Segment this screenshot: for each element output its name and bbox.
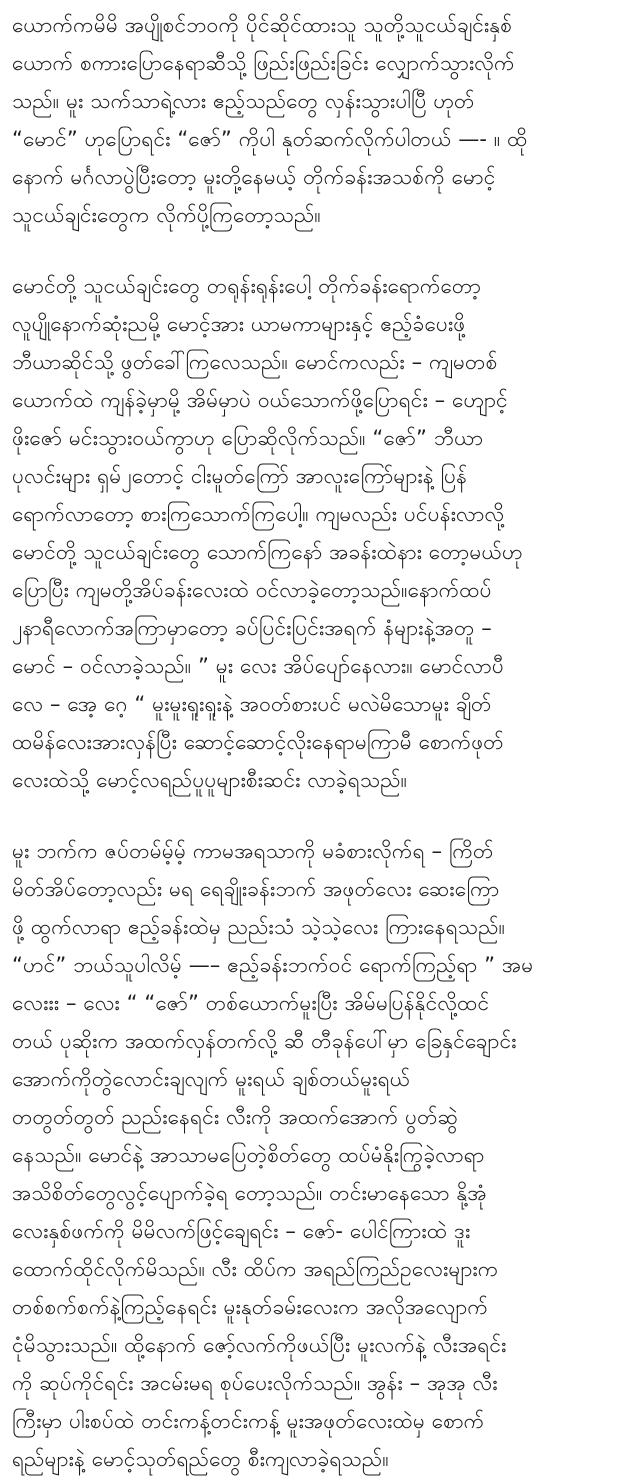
paragraph-1 xyxy=(12,6,610,234)
text-line: ဖို့ ထွက်လာရာ ဧည့်ခန်းထဲမှ ညည်းသံ သဲ့သဲ့လေး ကြားနေရသည်။ xyxy=(12,915,506,939)
text-line: မောင် – ဝင်လာခဲ့သည်။ ” မူး လေး အိပ်ပျော်နေလား။ မောင်လာပီ xyxy=(12,654,504,678)
text-line: လူပျိုနောက်ဆုံးညမို့ မောင့်အား ယာမကာများနှင့် ဧည့်ခံပေးဖို့ xyxy=(12,312,466,336)
text-line: နောက် မင်္ဂလာပွဲပြီးတော့ မူးတို့နေမယ့် တိုက်ခန်းအသစ်ကို မောင့် xyxy=(12,165,496,189)
text-line: မိတ်အိပ်တော့လည်း မရ ရေချိုးခန်းဘက် အဖုတ်လေး ဆေးကြော xyxy=(12,877,500,901)
text-line: ၂နာရီလောက်အကြာမှာတော့ ခပ်ပြင်းပြင်းအရက် နံများနဲ့အတူ – xyxy=(12,616,492,640)
text-line: ယောက်ကမိမိ အပျိုစင်ဘဝကို ပိုင်ဆိုင်ထားသူ သူတို့သူငယ်ချင်းနှစ် xyxy=(12,13,513,37)
text-line: ကို ဆုပ်ကိုင်ရင်း အငမ်းမရ စုပ်ပေးလိုက်သည်။ အွန်း – အုအု လီး xyxy=(12,1371,498,1395)
text-line: သည်။ မူး သက်သာရဲ့လား ဧည့်သည်တွေ လှန်းသွားပါပြီ ဟုတ် xyxy=(12,89,475,113)
paragraph-spacer xyxy=(12,799,610,832)
text-line: ရည်များနဲ့ မောင့်သုတ်ရည်တွေ စီးကျလာခဲ့ရသည်။ xyxy=(12,1447,389,1471)
text-line: ယောက် စကားပြောနေရာဆီသို့ ဖြည်းဖြည်းခြင်း လျှောက်သွားလိုက် xyxy=(12,51,515,75)
text-line: လေးနှစ်ဖက်ကို မိမိလက်ဖြင့်ချေရင်း – ဇော်- ပေါင်ကြားထဲ ဒူး xyxy=(12,1219,471,1243)
text-line: မူး ဘက်က ဇပ်တမ်မ့်မ့် ကာမအရသာကို မခံစားလိုက်ရ – ကြိတ် xyxy=(12,839,494,863)
text-line: လေးးး – လေး “ “ဇော်” တစ်ယောက်မူးပြီး အိမ်မပြန်နိုင်လို့ထင် xyxy=(12,991,490,1015)
text-line: ထောက်ထိုင်လိုက်မိသည်။ လီး ထိပ်က အရည်ကြည်ဥလေးများက xyxy=(12,1257,499,1281)
text-line: တတွတ်တွတ် ညည်းနေရင်း လီးကို အထက်အောက် ပွတ်ဆွဲ xyxy=(12,1105,459,1129)
text-line: ငုံမိသွားသည်။ ထို့နောက် ဇော့်လက်ကိုဖယ်ပြီး မူးလက်နဲ့ လီးအရင်း xyxy=(12,1333,507,1357)
text-line: “မောင်” ဟုပြောရင်း “ဇော်” ကိုပါ နုတ်ဆက်လိုက်ပါတယ် —- ။ ထို xyxy=(12,127,528,151)
text-line: နေသည်။ မောင်နဲ့ အာသာမပြေတဲ့စိတ်တွေ ထပ်မံနိုးကြွခဲ့လာရာ xyxy=(12,1143,485,1167)
text-line: အောက်ကိုတွဲလောင်းချလျက် မူးရယ် ချစ်တယ်မူးရယ် xyxy=(12,1067,411,1091)
text-line: အသိစိတ်တွေလွင့်ပျောက်ခဲ့ရ တော့သည်။ တင်းမာနေသော နို့အုံ xyxy=(12,1181,487,1205)
paragraph-3 xyxy=(12,832,610,1478)
text-line: ထမိန်လေးအားလှန်ပြီး ဆောင့်ဆောင့်လိုးနေရာမကြာမီ စောက်ဖုတ် xyxy=(12,730,504,754)
text-line: ကြီးမှာ ပါးစပ်ထဲ တင်းကန့်တင်းကန့် မူးအဖုတ်လေးထဲမှ စောက် xyxy=(12,1409,485,1433)
paragraph-2 xyxy=(12,267,610,799)
text-line: ပြောပြီး ကျမတို့အိပ်ခန်းလေးထဲ ဝင်လာခဲ့တော့သည်။နောက်ထပ် xyxy=(12,578,492,602)
text-line: လေးထဲသို့ မောင့်လရည်ပူပူများစီးဆင်း လာခဲ့ရသည်။ xyxy=(12,768,408,792)
text-line: “ဟင်” ဘယ်သူပါလိမ့် —– ဧည့်ခန်းဘက်ဝင် ရောက်ကြည့်ရာ ” အမ xyxy=(12,953,534,977)
text-line: ဖိုးဇော် မင်းသွားဝယ်ကွာဟု ပြောဆိုလိုက်သည်။ “ဇော်” ဘီယာ xyxy=(12,426,484,450)
paragraph-spacer xyxy=(12,234,610,267)
text-line: သူငယ်ချင်းတွေက လိုက်ပို့ကြတော့သည်။ xyxy=(12,203,321,227)
text-line: တစ်စက်စက်နဲ့ကြည့်နေရင်း မူးနုတ်ခမ်းလေးက အလိုအလျောက် xyxy=(12,1295,489,1319)
text-line: လေ – အေ့ ဂေ့ “ မူးမူးရူးရူးနဲ့ အဝတ်စားပင် မလဲမိသောမူး ချိတ် xyxy=(12,692,492,716)
text-line: မောင်တို့ သူငယ်ချင်းတွေ တရုန်းရုန်းပေါ့ တိုက်ခန်းရောက်တော့ xyxy=(12,274,482,298)
text-line: ပုလင်းများ ရှမ်၂တောင့် ငါးမူတ်ကြော် အာလူးကြော်များနဲ့ ပြန် xyxy=(12,464,468,488)
text-line: ဘီယာဆိုင်သို့ ဖွတ်ခေါ်ကြလေသည်။ မောင်ကလည်း – ကျမတစ် xyxy=(12,350,498,374)
text-line: တယ် ပုဆိုးက အထက်လှန်တက်လို့ ဆီ တီခုန်ပေါ်မှာ ခြေနှင်ချောင်း xyxy=(12,1029,517,1053)
text-line: မောင်တို့ သူငယ်ချင်းတွေ သောက်ကြနော် အခန်းထဲနား တော့မယ်ဟု xyxy=(12,540,523,564)
text-line: ရောက်လာတော့ စားကြသောက်ကြပေါ့။ ကျမလည်း ပင်ပန်းလာလို့ xyxy=(12,502,505,526)
text-line: ယောက်ထဲ ကျန်ခဲ့မှာမို့ အိမ်မှာပဲ ဝယ်သောက်ဖို့ပြောရင်း – ဟျောင့် xyxy=(12,388,508,412)
